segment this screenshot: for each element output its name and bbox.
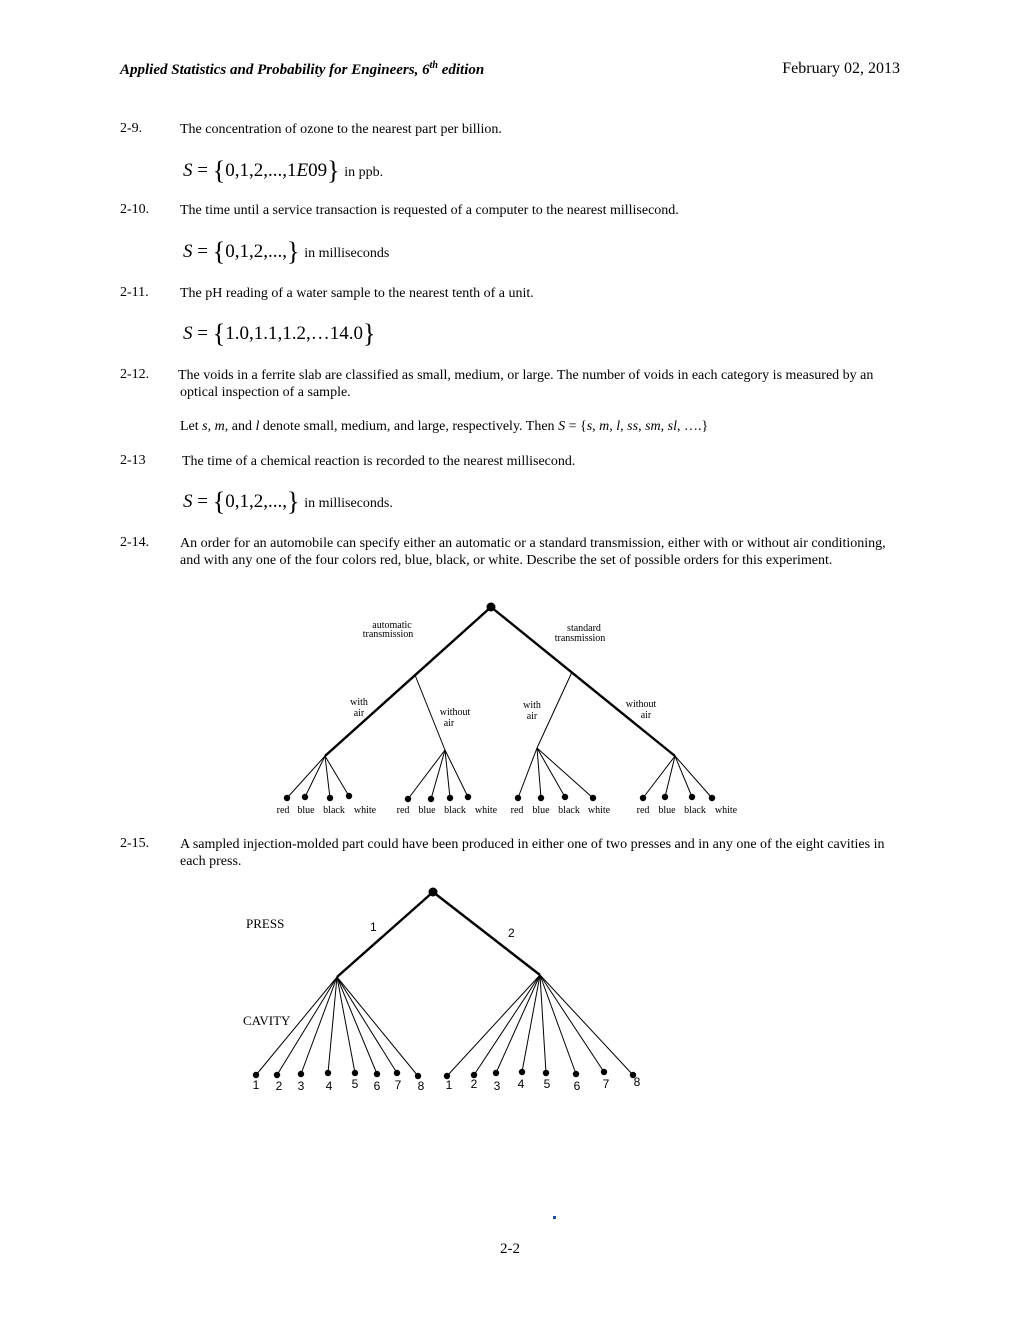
problem-text: An order for an automobile can specify either an automatic or a standard transmission, either with or without air conditioning, and with any one of the four colors red, blue, black, or white. Describe the set of possible orders for this experiment. bbox=[180, 536, 886, 568]
color-label: blue bbox=[418, 805, 436, 816]
problem-number: 2-14. bbox=[120, 535, 150, 550]
label-without: without bbox=[625, 699, 657, 710]
problem-text: The time until a service transaction is requested of a computer to the nearest millisecond. bbox=[180, 203, 679, 218]
label-without: without bbox=[439, 707, 471, 718]
branch-cavity bbox=[337, 977, 418, 1076]
cavity-label: 8 bbox=[633, 1075, 641, 1089]
problem-text: The time of a chemical reaction is recorded to the nearest millisecond. bbox=[182, 454, 576, 469]
leaf-node bbox=[519, 1069, 525, 1075]
label-with: with bbox=[523, 700, 541, 711]
cavity-label: 3 bbox=[297, 1079, 305, 1093]
branch-press-1 bbox=[337, 892, 433, 977]
leaf-node bbox=[374, 1071, 380, 1077]
color-label: white bbox=[474, 805, 498, 816]
label-air: air bbox=[526, 711, 538, 722]
leaf-node bbox=[274, 1072, 280, 1078]
leaf-node bbox=[325, 1070, 331, 1076]
leaf-node bbox=[394, 1070, 400, 1076]
cavity-label: 5 bbox=[543, 1077, 551, 1091]
problem-number: 2-15. bbox=[120, 836, 150, 851]
problem-text: The voids in a ferrite slab are classified as small, medium, or large. The number of voids in each category is measured by an optical inspection of a sample. bbox=[178, 368, 874, 400]
cavity-label: 1 bbox=[445, 1078, 453, 1092]
cavity-label: 2 bbox=[275, 1079, 283, 1093]
stray-mark bbox=[553, 1216, 556, 1219]
label-air: air bbox=[353, 708, 365, 719]
problem-text: The concentration of ozone to the nearest part per billion. bbox=[180, 122, 502, 137]
color-label: blue bbox=[658, 805, 676, 816]
label-air: air bbox=[443, 718, 455, 729]
cavity-label: 1 bbox=[252, 1078, 260, 1092]
cavity-label: 7 bbox=[602, 1077, 610, 1091]
branch-cavity bbox=[496, 975, 540, 1073]
label-standard: standard bbox=[567, 623, 601, 634]
color-label: red bbox=[636, 805, 650, 816]
color-label: black bbox=[558, 805, 580, 816]
color-label: blue bbox=[297, 805, 315, 816]
cavity-label: 8 bbox=[417, 1079, 425, 1093]
color-label: red bbox=[510, 805, 524, 816]
sample-space-equation: S = {0,1,2,...,} in milliseconds. bbox=[183, 487, 393, 516]
branch-cavity bbox=[447, 975, 540, 1076]
cavity-label: 6 bbox=[573, 1079, 581, 1093]
cavity-label: 7 bbox=[394, 1078, 402, 1092]
branch-cavity bbox=[522, 975, 540, 1072]
color-label: white bbox=[587, 805, 611, 816]
cavity-label: 6 bbox=[373, 1079, 381, 1093]
leaf-node bbox=[352, 1070, 358, 1076]
cavity-label: 5 bbox=[351, 1077, 359, 1091]
cavity-label: 4 bbox=[517, 1077, 525, 1091]
problem-number: 2-9. bbox=[120, 121, 143, 136]
color-label: black bbox=[444, 805, 466, 816]
problem-number: 2-13 bbox=[120, 453, 146, 468]
cavity-label: 2 bbox=[470, 1077, 478, 1091]
color-label: black bbox=[323, 805, 345, 816]
problem-text: The pH reading of a water sample to the nearest tenth of a unit. bbox=[180, 286, 534, 301]
branch-cavity bbox=[540, 975, 604, 1072]
branch-press-2 bbox=[433, 892, 540, 975]
sample-space-equation: S = {0,1,2,...,1E09} in ppb. bbox=[183, 156, 384, 185]
press-1-label: 1 bbox=[370, 920, 377, 934]
problem-text: A sampled injection-molded part could have been produced in either one of two presses and in any one of the eight cavities in each press. bbox=[180, 837, 885, 869]
leaf-node bbox=[573, 1071, 579, 1077]
label-automatic: automatic bbox=[372, 620, 412, 631]
header-date: February 02, 2013 bbox=[782, 60, 900, 77]
branch-cavity bbox=[337, 977, 377, 1074]
leaf-node bbox=[493, 1070, 499, 1076]
problem-answer: Let s, m, and l denote small, medium, and large, respectively. Then S = {s, m, l, ss, sm, sl, ….} bbox=[180, 419, 709, 434]
branch-cavity bbox=[540, 975, 633, 1075]
root-node bbox=[429, 888, 438, 897]
label-automatic-transmission: transmission bbox=[362, 629, 414, 640]
color-label: blue bbox=[532, 805, 550, 816]
label-air: air bbox=[640, 710, 652, 721]
color-label: red bbox=[396, 805, 410, 816]
label-with: with bbox=[350, 697, 368, 708]
color-label: red bbox=[276, 805, 290, 816]
press-2-label: 2 bbox=[508, 926, 515, 940]
color-label: white bbox=[714, 805, 738, 816]
sample-space-equation: S = {0,1,2,...,} in milliseconds bbox=[183, 237, 390, 266]
problem-number: 2-10. bbox=[120, 202, 150, 217]
branch-cavity bbox=[328, 977, 337, 1073]
page-number: 2-2 bbox=[500, 1241, 520, 1257]
color-label: black bbox=[684, 805, 706, 816]
press-level-label: PRESS bbox=[246, 916, 285, 931]
sample-space-equation: S = {1.0,1.1,1.2,…14.0} bbox=[183, 319, 376, 348]
problem-number: 2-12. bbox=[120, 367, 150, 382]
cavity-label: 3 bbox=[493, 1079, 501, 1093]
problem-number: 2-11. bbox=[120, 285, 149, 300]
color-label: white bbox=[353, 805, 377, 816]
cavity-level-label: CAVITY bbox=[243, 1013, 291, 1028]
leaf-node bbox=[298, 1071, 304, 1077]
cavity-label: 4 bbox=[325, 1079, 333, 1093]
leaf-node bbox=[601, 1069, 607, 1075]
running-title: Applied Statistics and Probability for Engineers, 6th edition bbox=[120, 60, 485, 78]
branch-cavity bbox=[474, 975, 540, 1075]
leaf-node bbox=[543, 1070, 549, 1076]
branch-cavity bbox=[301, 977, 337, 1074]
label-standard-transmission: transmission bbox=[554, 633, 606, 644]
